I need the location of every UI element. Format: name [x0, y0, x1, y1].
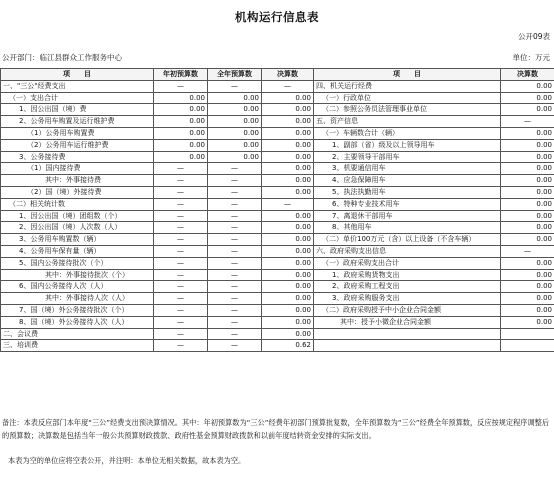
left-item-cell: （1）国内接待费: [1, 163, 154, 175]
final-cell: 0.00: [262, 328, 314, 340]
final-cell: 0.00: [262, 186, 314, 198]
final-cell: 0.00: [262, 245, 314, 257]
table-title: 机构运行信息表: [235, 10, 319, 24]
table-row: [1, 269, 554, 281]
final-cell: 0.00: [262, 281, 314, 293]
left-item-cell: 2、因公出国（境）人次数（人）: [1, 222, 154, 234]
right-final-cell: 0.00: [501, 257, 554, 269]
left-item-cell: 2、公务用车购置及运行维护费: [1, 116, 154, 128]
right-item-cell: （二）政府采购授予中小企业合同金额: [314, 304, 501, 316]
right-final-cell: 0.00: [501, 293, 554, 305]
budget-full-cell: —: [208, 293, 262, 305]
budget-initial-cell: —: [154, 293, 208, 305]
table-row: [1, 127, 554, 139]
left-item-cell: （2）公务用车运行维护费: [1, 139, 154, 151]
header-final: 决算数: [262, 69, 314, 81]
header-right-item: 项 目: [314, 69, 501, 81]
budget-full-cell: —: [208, 80, 262, 92]
budget-initial-cell: 0.00: [154, 139, 208, 151]
header-budget-full: 全年预算数: [208, 69, 262, 81]
right-final-cell: 0.00: [501, 127, 554, 139]
left-item-cell: （二）相关统计数: [1, 198, 154, 210]
right-item-cell: （一）政府采购支出合计: [314, 257, 501, 269]
budget-full-cell: —: [208, 269, 262, 281]
left-item-cell: （2）国（境）外接待费: [1, 186, 154, 198]
budget-initial-cell: —: [154, 316, 208, 328]
form-code: 公开09表: [517, 32, 550, 41]
budget-initial-cell: 0.00: [154, 92, 208, 104]
right-final-cell: 0.00: [501, 163, 554, 175]
table-row: [1, 328, 554, 340]
left-item-cell: 3、公务用车购置数（辆）: [1, 234, 154, 246]
left-item-cell: （1）公务用车购置费: [1, 127, 154, 139]
table-row: [1, 245, 554, 257]
table-row: [1, 163, 554, 175]
final-cell: 0.00: [262, 269, 314, 281]
table-row: [1, 139, 554, 151]
right-final-cell: 0.00: [501, 210, 554, 222]
right-final-cell: 0.00: [501, 269, 554, 281]
left-item-cell: 三、培训费: [1, 340, 154, 352]
table-row: [1, 151, 554, 163]
left-item-cell: 8、国（境）外公务接待人次（人）: [1, 316, 154, 328]
budget-initial-cell: 0.00: [154, 104, 208, 116]
budget-initial-cell: —: [154, 234, 208, 246]
final-cell: 0.00: [262, 234, 314, 246]
right-item-cell: （二）单价100万元（含）以上设备（不含车辆）: [314, 234, 501, 246]
budget-full-cell: —: [208, 281, 262, 293]
budget-full-cell: —: [208, 257, 262, 269]
right-item-cell: （一）行政单位: [314, 92, 501, 104]
budget-full-cell: —: [208, 316, 262, 328]
right-final-cell: 0.00: [501, 198, 554, 210]
right-item-cell: 3、机要通信用车: [314, 163, 501, 175]
budget-full-cell: —: [208, 304, 262, 316]
budget-full-cell: —: [208, 163, 262, 175]
note-remark: 备注：本表反应部门本年度“三公”经费支出预决算情况。其中：年初预算数为“三公”经费年初部门预算批复数，全年预算数为“三公”经费全年预算数，反应按规定程序调整后的预算数；决算数是包括当年一般公共预算财政拨款、政府性基金预算财政拨款和以前年度结转资金安排的实际支出。: [2, 418, 550, 440]
unit-label: 单位：万元: [512, 53, 550, 62]
info-table: [0, 68, 554, 352]
table-body: [1, 80, 554, 351]
left-item-cell: 其中：外事接待人次（人）: [1, 293, 154, 305]
final-cell: 0.00: [262, 304, 314, 316]
right-final-cell: 0.00: [501, 80, 554, 92]
left-item-cell: 二、会议费: [1, 328, 154, 340]
final-cell: 0.62: [262, 340, 314, 352]
right-final-cell: 0.00: [501, 139, 554, 151]
right-final-cell: [501, 340, 554, 352]
left-item-cell: 其中：外事接待批次（个）: [1, 269, 154, 281]
budget-initial-cell: —: [154, 328, 208, 340]
left-item-cell: 一、"三公"经费支出: [1, 80, 154, 92]
final-cell: 0.00: [262, 222, 314, 234]
right-item-cell: 五、资产信息: [314, 116, 501, 128]
right-final-cell: 0.00: [501, 234, 554, 246]
budget-initial-cell: —: [154, 80, 208, 92]
right-item-cell: 1、政府采购货物支出: [314, 269, 501, 281]
final-cell: —: [262, 198, 314, 210]
budget-initial-cell: —: [154, 340, 208, 352]
right-item-cell: 8、其他用车: [314, 222, 501, 234]
left-item-cell: 4、公务用车保有量（辆）: [1, 245, 154, 257]
department-label: 公开部门：临江县群众工作服务中心: [2, 53, 122, 62]
budget-initial-cell: —: [154, 245, 208, 257]
final-cell: 0.00: [262, 139, 314, 151]
right-item-cell: 其中：授予小微企业合同金额: [314, 316, 501, 328]
final-cell: 0.00: [262, 316, 314, 328]
budget-initial-cell: 0.00: [154, 116, 208, 128]
final-cell: 0.00: [262, 210, 314, 222]
left-item-cell: 5、国内公务接待批次（个）: [1, 257, 154, 269]
right-item-cell: 1、副部（省）级及以上领导用车: [314, 139, 501, 151]
budget-full-cell: 0.00: [208, 116, 262, 128]
budget-initial-cell: —: [154, 281, 208, 293]
table-row: [1, 234, 554, 246]
budget-full-cell: —: [208, 175, 262, 187]
left-item-cell: 1、因公出国（境）费: [1, 104, 154, 116]
right-final-cell: 0.00: [501, 222, 554, 234]
right-item-cell: 6、特种专业技术用车: [314, 198, 501, 210]
table-row: [1, 116, 554, 128]
table-row: [1, 198, 554, 210]
right-final-cell: 0.00: [501, 304, 554, 316]
budget-initial-cell: —: [154, 163, 208, 175]
budget-full-cell: 0.00: [208, 139, 262, 151]
budget-full-cell: —: [208, 210, 262, 222]
budget-initial-cell: —: [154, 257, 208, 269]
right-item-cell: 四、机关运行经费: [314, 80, 501, 92]
final-cell: 0.00: [262, 257, 314, 269]
right-item-cell: [314, 340, 501, 352]
right-final-cell: 0.00: [501, 92, 554, 104]
budget-full-cell: 0.00: [208, 104, 262, 116]
budget-initial-cell: —: [154, 175, 208, 187]
right-final-cell: 0.00: [501, 151, 554, 163]
right-final-cell: 0.00: [501, 175, 554, 187]
budget-full-cell: 0.00: [208, 151, 262, 163]
header-right-final: 决算数: [501, 69, 554, 81]
budget-full-cell: —: [208, 328, 262, 340]
table-row: [1, 104, 554, 116]
table-header-row: [1, 69, 554, 81]
right-final-cell: —: [501, 116, 554, 128]
final-cell: 0.00: [262, 151, 314, 163]
budget-full-cell: —: [208, 234, 262, 246]
budget-initial-cell: —: [154, 222, 208, 234]
right-item-cell: 5、执法执勤用车: [314, 186, 501, 198]
right-final-cell: 0.00: [501, 104, 554, 116]
right-item-cell: 六、政府采购支出信息: [314, 245, 501, 257]
final-cell: 0.00: [262, 116, 314, 128]
budget-full-cell: 0.00: [208, 127, 262, 139]
table-row: [1, 92, 554, 104]
table-row: [1, 316, 554, 328]
table-row: [1, 281, 554, 293]
table-row: [1, 210, 554, 222]
final-cell: 0.00: [262, 92, 314, 104]
left-item-cell: 3、公务接待费: [1, 151, 154, 163]
right-item-cell: （一）车辆数合计（辆）: [314, 127, 501, 139]
header-left-item: 项 目: [1, 69, 154, 81]
right-item-cell: [314, 328, 501, 340]
final-cell: —: [262, 80, 314, 92]
header-budget-initial: 年初预算数: [154, 69, 208, 81]
budget-full-cell: —: [208, 198, 262, 210]
table-row: [1, 293, 554, 305]
final-cell: 0.00: [262, 163, 314, 175]
left-item-cell: 其中：外事接待费: [1, 175, 154, 187]
right-item-cell: （二）参照公务员法管理事业单位: [314, 104, 501, 116]
final-cell: 0.00: [262, 293, 314, 305]
right-item-cell: 2、政府采购工程支出: [314, 281, 501, 293]
budget-initial-cell: 0.00: [154, 151, 208, 163]
table-row: [1, 80, 554, 92]
budget-full-cell: —: [208, 222, 262, 234]
budget-initial-cell: —: [154, 269, 208, 281]
budget-full-cell: 0.00: [208, 92, 262, 104]
table-row: [1, 175, 554, 187]
final-cell: 0.00: [262, 104, 314, 116]
right-final-cell: 0.00: [501, 186, 554, 198]
left-item-cell: 6、国内公务接待人次（人）: [1, 281, 154, 293]
budget-initial-cell: —: [154, 304, 208, 316]
final-cell: 0.00: [262, 175, 314, 187]
table-row: [1, 340, 554, 352]
left-item-cell: 1、因公出国（境）团组数（个）: [1, 210, 154, 222]
right-final-cell: 0.00: [501, 316, 554, 328]
budget-initial-cell: —: [154, 186, 208, 198]
budget-full-cell: —: [208, 340, 262, 352]
budget-full-cell: —: [208, 245, 262, 257]
right-item-cell: 2、主要领导干部用车: [314, 151, 501, 163]
note-empty-table: 本表为空的单位应将空表公开，并注明：本单位无相关数据，故本表为空。: [8, 456, 246, 465]
left-item-cell: （一）支出合计: [1, 92, 154, 104]
table-row: [1, 222, 554, 234]
right-final-cell: 0.00: [501, 281, 554, 293]
budget-initial-cell: —: [154, 210, 208, 222]
right-final-cell: [501, 328, 554, 340]
left-item-cell: 7、国（境）外公务接待批次（个）: [1, 304, 154, 316]
right-item-cell: 3、政府采购服务支出: [314, 293, 501, 305]
budget-initial-cell: —: [154, 198, 208, 210]
budget-initial-cell: 0.00: [154, 127, 208, 139]
final-cell: 0.00: [262, 127, 314, 139]
budget-full-cell: —: [208, 186, 262, 198]
table-row: [1, 186, 554, 198]
right-item-cell: 7、离退休干部用车: [314, 210, 501, 222]
table-row: [1, 257, 554, 269]
table-row: [1, 304, 554, 316]
right-item-cell: 4、应急保障用车: [314, 175, 501, 187]
right-final-cell: —: [501, 245, 554, 257]
